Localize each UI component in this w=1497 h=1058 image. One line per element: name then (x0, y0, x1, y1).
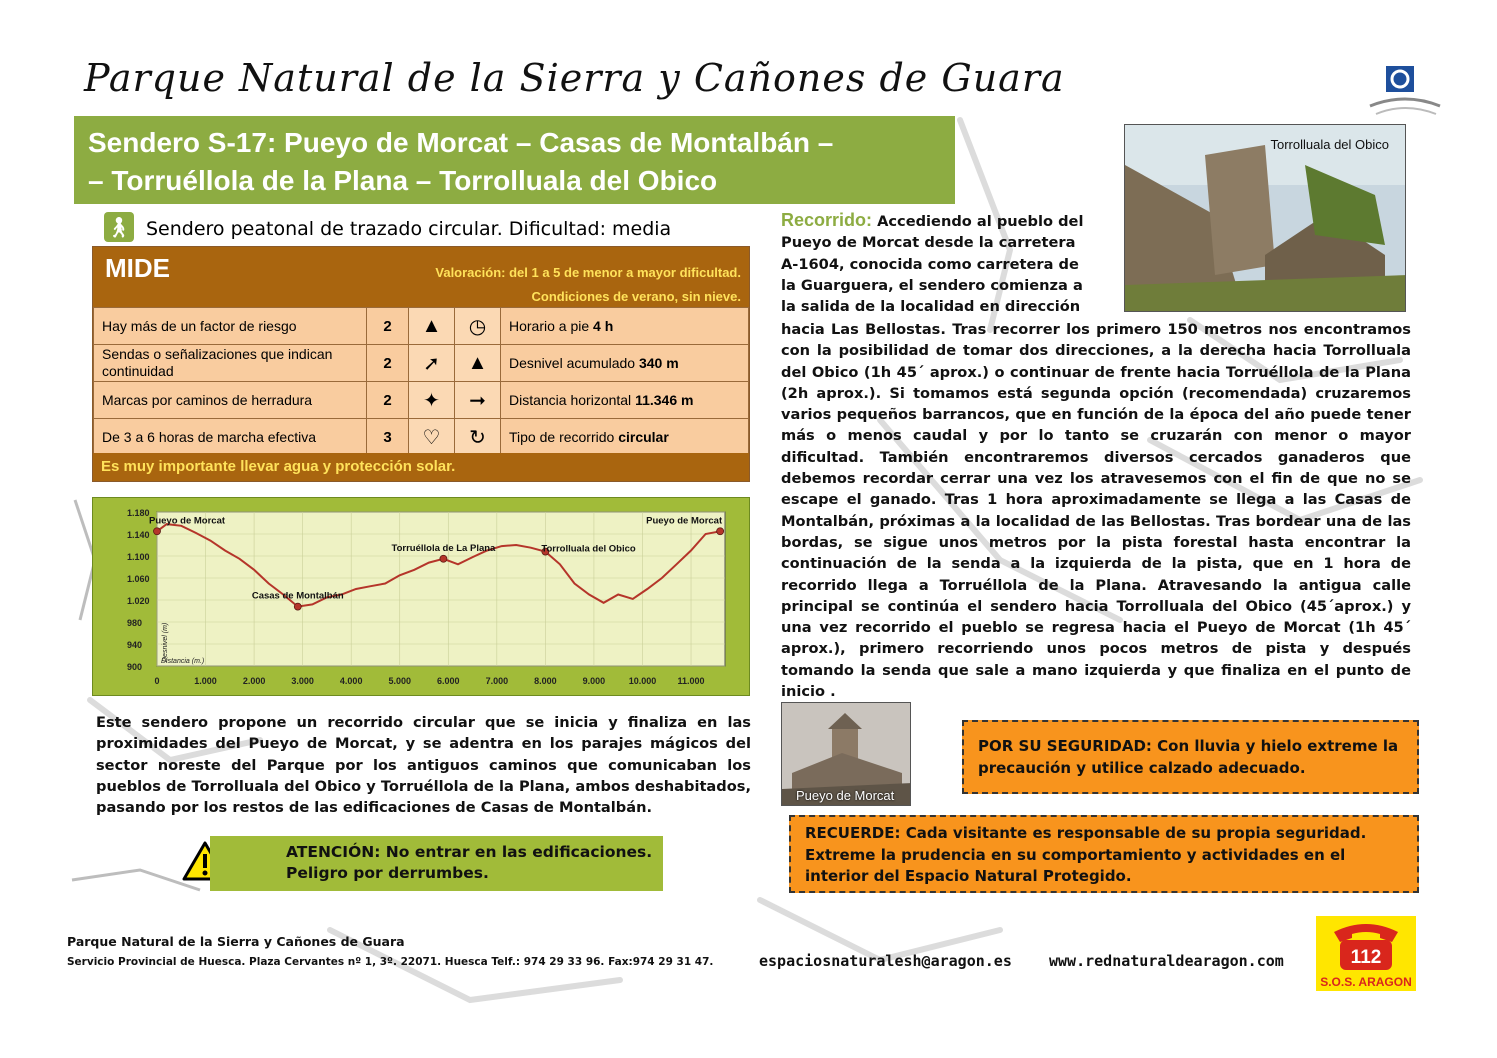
x-tick-label: 6.000 (437, 676, 460, 686)
route-subtitle: Sendero peatonal de trazado circular. Dificultad: media (146, 218, 672, 240)
waypoint-label: Torrolluala del Obico (541, 543, 636, 555)
footer-website-link[interactable]: www.rednaturaldearagon.com (1049, 952, 1284, 970)
y-tick-label: 980 (127, 618, 143, 628)
mide-right-value: 340 m (638, 354, 679, 371)
circular-route-icon: ↻ (455, 419, 501, 456)
waypoint-label: Torruéllola de La Plana (391, 542, 496, 554)
attention-line2: Peligro por derrumbes. (286, 864, 489, 882)
mide-row-label: Marcas por caminos de herradura (94, 382, 367, 419)
mide-right-label: Horario a pie (509, 317, 590, 334)
hiker-icon: 🚶︎ (104, 212, 134, 242)
recorrido-intro-text: Accediendo al pueblo del Pueyo de Morcat desde la carretera A-1604, conocida como carretera de la Guarguera, el sendero comienza a la salida de la localidad en dirección (781, 213, 1084, 316)
waypoint-marker (717, 528, 724, 535)
mide-row-right (501, 419, 749, 456)
footer-park-name: Parque Natural de la Sierra y Cañones de Guara (67, 934, 405, 949)
x-tick-label: 2.000 (242, 676, 266, 686)
photo-torrolluala (1124, 124, 1406, 312)
route-title-line1: Sendero S-17: Pueyo de Morcat – Casas de Montalbán – (88, 127, 834, 158)
mide-row (94, 382, 749, 419)
x-tick-label: 0 (154, 676, 160, 686)
warning-icon: ▲ (409, 308, 455, 345)
y-tick-label: 1.100 (127, 552, 150, 562)
x-tick-label: 10.000 (628, 676, 657, 686)
mide-title: MIDE (105, 253, 170, 283)
mide-right-label: Tipo de recorrido (509, 428, 615, 445)
waypoint-marker (440, 555, 447, 562)
clock-icon: ◷ (455, 308, 501, 345)
mide-right-value: circular (618, 428, 669, 445)
mide-panel (92, 246, 750, 482)
x-tick-label: 9.000 (582, 676, 606, 686)
sos-number: 112 (1350, 947, 1382, 968)
recorrido-body: hacia Las Bellostas. Tras recorrer los primero 150 metros nos encontramos con la posibilidad de tomar dos direcciones, a la derecha hacia Torrolluala del Obico (1h 45´ aprox.) o continuar de frente hacia Torruéllola de la Plana (2h aprox.). Si tomamos está segunda opción (recomendada) cruzaremos varios pequeños barrancos, que en función de la época del año puede tener más o menos caudal y por lo tanto se cruzarán con menor o mayor dificultad. También encontraremos diversos cercados ganaderos que debemos recordar cerrar una vez los atravesemos con el fin de que no se escape el ganado. Tras 1 hora aproximadamente se llega a las Casas de Montalbán, próximas a la localidad de las Bellostas. Tras bordear una de las bordas, se sigue unos metros por la pista forestal hasta encontrar la continuación de la senda a la izquierda de la pista, que en 1 hora de recorrido llega a Torruéllola de la Plana. Atravesando la antigua calle principal se continúa el sendero hacia Torrolluala del Obico (45´aprox.) y una vez recorrido el pueblo se regresa hacia el Pueyo de Morcat (1h 45´ aprox.), primero recorriendo unos pocos metros de pista y después tomando la senda que sale a mano izquierda y que finaliza en el punto de inicio . (781, 321, 1411, 701)
elevation-profile (92, 497, 750, 696)
mountain-icon: ▲ (455, 345, 501, 382)
route-title-line2: – Torruéllola de la Plana – Torrolluala del Obico (88, 165, 718, 196)
profile-chart (93, 498, 751, 697)
attention-line1: ATENCIÓN: No entrar en las edificaciones. (286, 843, 653, 861)
photo-label-pueyo: Pueyo de Morcat (796, 788, 895, 803)
x-tick-label: 3.000 (291, 676, 314, 686)
mide-valuation: Valoración: del 1 a 5 de menor a mayor dificultad. (435, 265, 741, 280)
mide-right-label: Desnivel acumulado (509, 354, 636, 371)
x-tick-label: 4.000 (339, 676, 363, 686)
photo-pueyo (781, 702, 911, 806)
footer-email-link[interactable]: espaciosnaturalesh@aragon.es (759, 952, 1012, 970)
x-tick-label: 7.000 (485, 676, 509, 686)
photo-torrolluala-image (1125, 125, 1406, 312)
waypoint-label: Pueyo de Morcat (646, 515, 723, 527)
mide-row-value: 2 (367, 308, 409, 345)
mide-right-label: Distancia horizontal (509, 391, 632, 408)
x-tick-label: 8.000 (534, 676, 557, 686)
mide-table (93, 307, 749, 456)
y-tick-label: 1.140 (127, 530, 150, 540)
attention-box (210, 836, 663, 891)
mide-footer: Es muy importante llevar agua y protección solar. (93, 453, 749, 481)
x-tick-label: 11.000 (677, 676, 705, 686)
mide-row-label: Hay más de un factor de riesgo (94, 308, 367, 345)
y-tick-label: 940 (127, 640, 143, 650)
y-axis-label: Desnivel (m) (162, 622, 169, 662)
mide-row-right (501, 345, 749, 382)
mide-row-value: 2 (367, 345, 409, 382)
y-tick-label: 1.020 (127, 596, 150, 606)
y-tick-label: 900 (127, 662, 143, 672)
mide-row-right (501, 382, 749, 419)
intro-paragraph: Este sendero propone un recorrido circular que se inicia y finaliza en las proximidades del Pueyo de Morcat, y se adentra en los parajes mágicos del sector noreste del Parque por los antiguos caminos que comunicaban los pueblos de Torrolluala del Obico y Torruéllola de la Plana, ambos deshabitados, pasando por los restos de las edificaciones de Casas de Montalbán. (96, 714, 751, 817)
y-tick-label: 1.180 (127, 508, 150, 518)
sos-label: S.O.S. ARAGON (1320, 975, 1412, 989)
mide-header (93, 247, 749, 307)
recorrido-label: Recorrido: (781, 210, 873, 230)
y-tick-label: 1.060 (127, 574, 150, 584)
waypoint-label: Pueyo de Morcat (149, 515, 226, 527)
mide-right-value: 11.346 m (635, 391, 694, 408)
safety-notice: POR SU SEGURIDAD: Con lluvia y hielo extreme la precaución y utilice calzado adecuado. (962, 720, 1419, 794)
signpost-icon: ➚ (409, 345, 455, 382)
park-title: Parque Natural de la Sierra y Cañones de Guara (84, 56, 1065, 100)
phone-icon (1316, 916, 1416, 976)
waypoint-marker (154, 528, 161, 535)
waypoint-marker (294, 603, 301, 610)
plot-area (157, 512, 725, 666)
waypoint-label: Casas de Montalbán (251, 590, 344, 602)
photo-label-torrolluala: Torrolluala del Obico (1270, 137, 1389, 152)
mide-row (94, 345, 749, 382)
mide-row (94, 419, 749, 456)
route-title-banner (74, 116, 955, 204)
mide-row-label: Sendas o señalizaciones que indican continuidad (94, 345, 367, 382)
mide-row-value: 2 (367, 382, 409, 419)
quality-logo (1366, 62, 1444, 120)
heart-effort-icon: ♡ (409, 419, 455, 456)
x-tick-label: 5.000 (388, 676, 412, 686)
mide-right-value: 4 h (593, 317, 614, 334)
arrow-right-icon: ➞ (455, 382, 501, 419)
mide-row-label: De 3 a 6 horas de marcha efectiva (94, 419, 367, 456)
mide-row (94, 308, 749, 345)
boot-icon: ✦ (409, 382, 455, 419)
remember-notice: RECUERDE: Cada visitante es responsable de su propia seguridad. Extreme la prudencia en su comportamiento y actividades en el interior del Espacio Natural Protegido. (789, 815, 1419, 893)
mide-conditions: Condiciones de verano, sin nieve. (531, 289, 741, 304)
mide-row-right (501, 308, 749, 345)
sos-aragon-logo (1316, 916, 1416, 991)
recorrido-intro (781, 210, 1097, 317)
mide-row-value: 3 (367, 419, 409, 456)
footer-address: Servicio Provincial de Huesca. Plaza Cervantes nº 1, 3º. 22071. Huesca Telf.: 974 29 33 96. Fax:974 29 31 47. (67, 956, 714, 968)
x-tick-label: 1.000 (194, 676, 217, 686)
x-axis-label: Distancia (m.) (161, 658, 205, 665)
